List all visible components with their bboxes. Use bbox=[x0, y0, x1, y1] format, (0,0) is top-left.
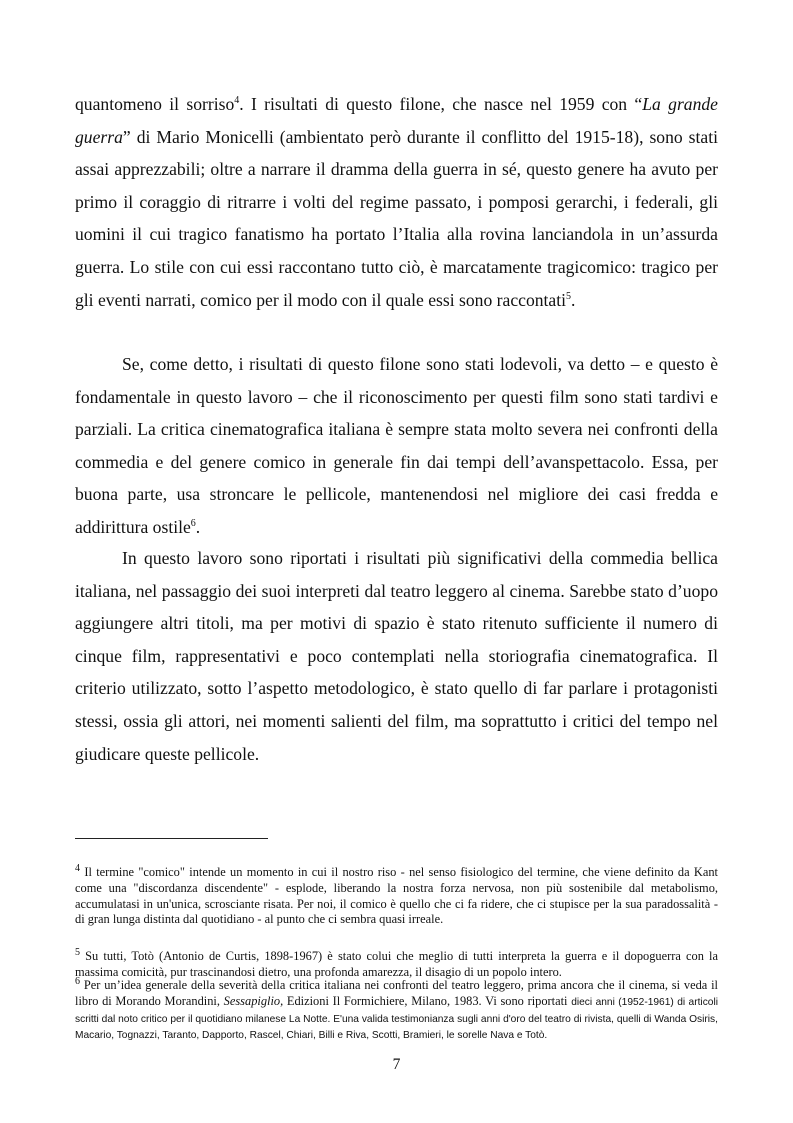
footnote-ref-5: 5 bbox=[566, 290, 572, 302]
footnote-6 bbox=[75, 978, 718, 1044]
paragraph-1-text-c: ” di Mario Monicelli (ambientato però durante il conflitto del 1915-18), sono stati assai apprezzabili; oltre a narrare il dramma della guerra in sé, questo genere ha avuto per primo il coraggio di ritrarre i volti del regime passato, i pomposi gerarchi, i federali, gli uomini il cui tragico fanatismo ha portato l’Italia alla rovina lanciandola in un’assurda guerra. Lo stile con cui essi raccontano tutto ciò, è marcatamente tragicomico: tragico per gli eventi narrati, comico per il modo con il quale essi sono raccontati bbox=[75, 126, 718, 310]
paragraph-2-text-b: . bbox=[195, 516, 201, 537]
paragraph-3-text: In questo lavoro sono riportati i risultati più significativi della commedia bellica italiana, nel passaggio dei suoi interpreti dal teatro leggero al cinema. Sarebbe stato d’uopo aggiungere altri titoli, ma per motivi di spazio è stato ritenuto sufficiente il numero di cinque film, rappresentativi e poco contemplati nella storiografia cinematografica. Il criterio utilizzato, sotto l’aspetto metodologico, è stato quello di far parlare i protagonisti stessi, ossia gli attori, nei momenti salienti del film, ma soprattutto i critici del tempo nel giudicare queste pellicole. bbox=[75, 548, 718, 764]
paragraph-1-text-d: . bbox=[571, 289, 576, 310]
paragraph-2 bbox=[75, 348, 718, 544]
footnote-6-number: 6 bbox=[75, 976, 80, 987]
footnote-separator bbox=[75, 838, 268, 839]
footnote-6-text-a: Per un’idea generale della severità della critica italiana nei confronti del teatro leggero, prima ancora che il cinema, si veda il libro di Morando Morandini, bbox=[75, 978, 718, 1008]
paragraph-1-text-b: . I risultati di questo filone, che nasce nel 1959 con “ bbox=[239, 94, 643, 114]
footnote-4-number: 4 bbox=[75, 863, 80, 874]
footnote-5 bbox=[75, 949, 718, 981]
book-title-sessapiglio: Sessapiglio, bbox=[223, 993, 284, 1008]
paragraph-1-text-a: quantomeno il sorriso bbox=[75, 94, 235, 114]
footnote-5-text: Su tutti, Totò (Antonio de Curtis, 1898-1967) è stato colui che meglio di tutti interpreta la guerra e il dopoguerra con la massima comicità, pur trascinandosi dietro, una profonda amarezza, il disagio di un popolo intero. bbox=[75, 949, 718, 979]
footnote-6-text-c: dieci anni (1952-1961) di articoli scritti dal noto critico per il quotidiano milanese La Notte. E'una valida testimonianza sugli anni d'oro del teatro di rivista, quelli di Wanda Osiris, Macario, Tognazzi, Taranto, Dapporto, Rascel, Chiari, Billi e Riva, Scotti, Bramieri, le sorelle Nava e Totò. bbox=[75, 996, 718, 1042]
footnote-4-text: Il termine "comico" intende un momento in cui il nostro riso - nel senso fisiologico del termine, che viene definito da Kant come una "discordanza discendente" - esplode, liberando la nostra forza nervosa, non più sostenibile dal metabolismo, accumulatasi in un'unica, scrosciante risata. Per noi, il comico è quello che ci fa ridere, che ci stupisce per la sua paradossalità - di gran lunga distinta dal quotidiano - al punto che ci sembra quasi irreale. bbox=[75, 865, 718, 927]
footnote-ref-6: 6 bbox=[190, 517, 196, 529]
paragraph-3 bbox=[75, 542, 718, 770]
film-title-la-grande-guerra: La grande guerra bbox=[75, 94, 718, 147]
paragraph-1 bbox=[75, 88, 718, 316]
footnote-6-text-b: Edizioni Il Formichiere, Milano, 1983. Vi sono riportati bbox=[283, 993, 572, 1008]
page-number: 7 bbox=[392, 1056, 401, 1073]
footnote-5-number: 5 bbox=[75, 947, 80, 958]
footnote-ref-4: 4 bbox=[234, 95, 240, 106]
footnote-4 bbox=[75, 865, 718, 928]
paragraph-2-text-a: Se, come detto, i risultati di questo filone sono stati lodevoli, va detto – e questo è fondamentale in questo lavoro – che il riconoscimento per questi film sono stati tardivi e parziali. La critica cinematografica italiana è sempre stata molto severa nei confronti della commedia e del genere comico in generale fin dai tempi dell’avanspettacolo. Essa, per buona parte, usa stroncare le pellicole, mantenendosi nel migliore dei casi fredda e addirittura ostile bbox=[75, 354, 718, 537]
